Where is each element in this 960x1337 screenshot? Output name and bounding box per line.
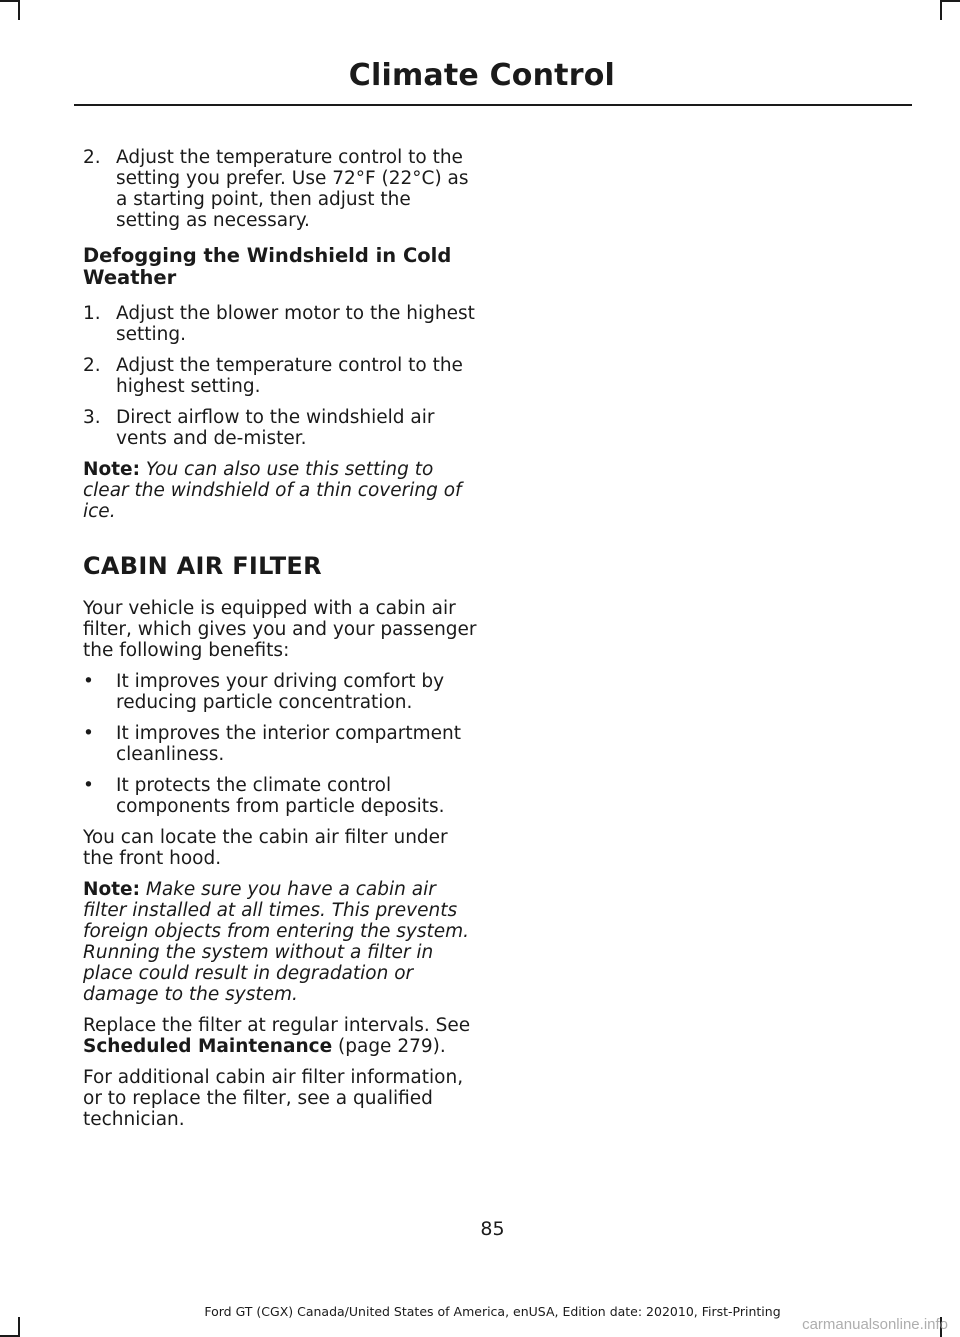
crop-mark — [18, 0, 20, 20]
bullet-icon: • — [83, 723, 94, 744]
bullet-item — [83, 723, 478, 765]
paragraph — [83, 1015, 478, 1057]
note-text: You can also use this setting to clear the windshield of a thin covering of ice. — [83, 459, 462, 522]
crop-mark — [0, 0, 18, 2]
page-number: 85 — [480, 1218, 505, 1240]
list-number: 1. — [83, 303, 101, 324]
note-label: Note: — [83, 879, 140, 900]
bullet-icon: • — [83, 671, 94, 692]
subheading: Defogging the Windshield in Cold Weather — [83, 244, 452, 289]
header-rule — [74, 104, 912, 106]
list-number: 2. — [83, 355, 101, 376]
list-item — [83, 303, 478, 345]
scheduled-maintenance-link[interactable]: Scheduled Maintenance — [83, 1036, 333, 1057]
note — [83, 459, 478, 522]
bullet-item — [83, 775, 478, 817]
bullet-icon: • — [83, 775, 94, 796]
crop-mark — [940, 0, 942, 20]
list-number: 3. — [83, 407, 101, 428]
paragraph: You can locate the cabin air filter under the front hood. — [83, 827, 448, 869]
paragraph: For additional cabin air filter information, or to replace the filter, see a qualified technician. — [83, 1067, 464, 1130]
watermark: carmanualsonline.info — [802, 1316, 948, 1333]
content-column — [83, 147, 478, 1140]
list-text: Adjust the temperature control to the highest setting. — [116, 355, 463, 397]
list-item — [83, 355, 478, 397]
bullet-text: It improves your driving comfort by reducing particle concentration. — [116, 671, 445, 713]
footer-text: Ford GT (CGX) Canada/United States of America, enUSA, Edition date: 202010, First-Printing — [204, 1304, 781, 1319]
list-text: Direct airflow to the windshield air vents and de-mister. — [116, 407, 435, 449]
page-header-title: Climate Control — [348, 58, 615, 93]
note — [83, 879, 478, 1005]
list-item — [83, 407, 478, 449]
page-reference: (page 279). — [332, 1036, 446, 1057]
replace-text: Replace the filter at regular intervals. See — [83, 1015, 471, 1036]
section-heading: CABIN AIR FILTER — [83, 552, 322, 580]
list-number: 2. — [83, 147, 101, 168]
note-text: Make sure you have a cabin air filter installed at all times. This prevents foreign objects from entering the system. Running the system without a filter in place could result in degradation or damage to the system. — [83, 879, 470, 1005]
list-text: Adjust the temperature control to the setting you prefer. Use 72°F (22°C) as a starting point, then adjust the setting as necessary. — [116, 147, 469, 231]
bullet-item — [83, 671, 478, 713]
list-text: Adjust the blower motor to the highest setting. — [116, 303, 475, 345]
crop-mark — [942, 0, 960, 2]
list-item — [83, 147, 478, 231]
paragraph: Your vehicle is equipped with a cabin air filter, which gives you and your passenger the following benefits: — [83, 598, 477, 661]
crop-mark — [18, 1317, 20, 1337]
bullet-text: It protects the climate control components from particle deposits. — [116, 775, 445, 817]
bullet-text: It improves the interior compartment cleanliness. — [116, 723, 461, 765]
note-label: Note: — [83, 459, 140, 480]
